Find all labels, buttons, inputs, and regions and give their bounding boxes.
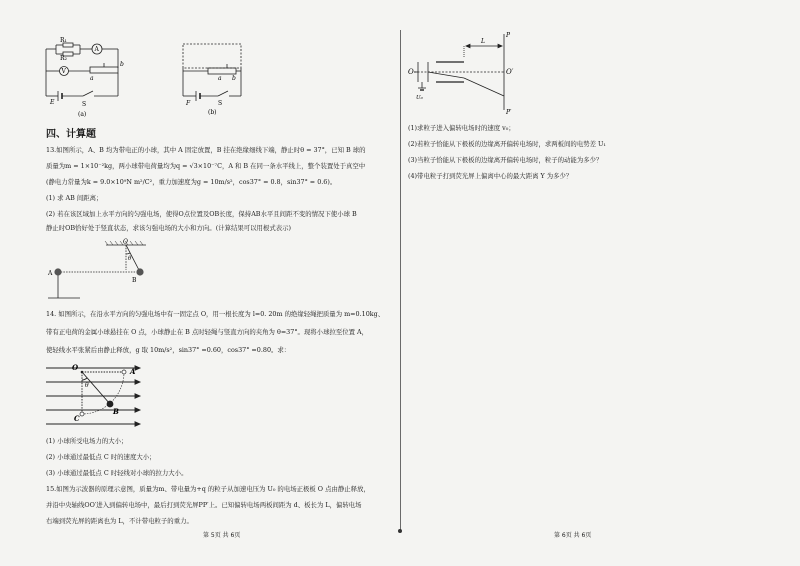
- q15-sub1: (1)求粒子进入偏转电场时的速度 v₀；: [408, 124, 515, 132]
- label-l: L: [481, 38, 485, 45]
- label-r2: R₂: [60, 55, 67, 62]
- position-c: [80, 412, 84, 416]
- ammeter-symbol: A: [94, 46, 99, 54]
- label-o: O: [72, 363, 79, 372]
- q15-sub3: (3)当粒子恰能从下极板的边缘离开偏转电场时，粒子的动能为多少？: [408, 156, 603, 164]
- label-theta: θ: [128, 256, 132, 262]
- q13-line1: 13.如图所示，A、B 均为带电正的小球，其中 A 固定放置，B 挂在绝缘细线下端，静止时θ = 37°，已知 B 球的: [46, 146, 366, 154]
- label-a: a: [90, 75, 94, 82]
- q14-sub3: (3) 小球通过最低点 C 时轻线对小球的拉力大小。: [46, 469, 188, 477]
- q13-line3: (静电力常量为k = 9.0×10⁹N m²/C²，重力加速度为g = 10m/s²，cos37° = 0.8，sin37° = 0.6)。: [46, 178, 337, 186]
- q13-sub1: (1) 求 AB 间距离；: [46, 194, 103, 202]
- label-b: B: [132, 277, 137, 284]
- label-b: b: [232, 75, 236, 82]
- position-a: [122, 370, 126, 374]
- ball-a: [54, 268, 61, 275]
- q15-line2: 并沿中央轴线OO′进入到偏转电场中，最后打到荧光屏PP′上。已知偏转电场两板间距为 d、板长为 L，偏转电场: [46, 501, 362, 509]
- page-footer-right: 第 6页 共 6页: [554, 532, 592, 539]
- q14-sub2: (2) 小球通过最低点 C 时的速度大小；: [46, 453, 156, 461]
- ball-b: [136, 268, 143, 275]
- label-b: b: [120, 61, 124, 68]
- label-a: A: [48, 270, 53, 277]
- q14-figure: [46, 362, 146, 434]
- pivot-o: [81, 371, 84, 374]
- q14-sub1: (1) 小球所受电场力的大小；: [46, 437, 128, 445]
- label-a: a: [218, 75, 222, 82]
- label-c: C: [74, 414, 80, 423]
- q14-line1: 14. 如图所示，在沿水平方向的匀强电场中有一固定点 O，用一根长度为 l=0. 20m 的绝缘轻绳把质量为 m=0.10kg、: [46, 310, 385, 318]
- circuit-diagram-b: [178, 40, 278, 116]
- page-footer-left: 第 5页 共 6页: [203, 532, 241, 539]
- caption-a: (a): [78, 111, 87, 118]
- section-title: 四、计算题: [46, 129, 96, 140]
- q13-sub2a: (2) 若在该区域加上水平方向的匀强电场，使得O点位置及OB长度，保持AB水平且间距不变的情况下使小球 B: [46, 210, 357, 218]
- page-divider: [400, 30, 401, 530]
- label-p: P: [506, 32, 511, 39]
- q15-figure: [404, 32, 524, 116]
- label-s: S: [218, 100, 223, 107]
- q15-sub2: (2)若粒子恰能从下极板的边缘离开偏转电场时，求两板间的电势差 U₁: [408, 140, 606, 148]
- label-u0: U₀: [416, 95, 423, 101]
- label-p-prime: P′: [506, 109, 512, 116]
- q14-line3: 使轻线水平张紧后由静止释放，g 取 10m/s²，sin37° =0.60，cos37° =0.80。求：: [46, 346, 291, 354]
- label-a: A: [130, 367, 136, 376]
- q13-figure: [46, 240, 166, 302]
- voltmeter-symbol: V: [61, 68, 66, 76]
- q15-line1: 15.如图为示波器的原理示意图，质量为m、带电量为+q 的粒子从加速电压为 U₀ 的电场正极板 O 点由静止释放，: [46, 485, 370, 493]
- label-b: B: [113, 407, 119, 416]
- caption-b: (b): [208, 109, 217, 116]
- label-o: O: [123, 238, 128, 246]
- q15-sub4: (4)带电粒子打到荧光屏上偏离中心的最大距离 Y 为多少？: [408, 172, 573, 180]
- label-e: E: [50, 99, 55, 106]
- exam-page-6: [402, 0, 800, 566]
- circuit-diagram-a: [38, 36, 138, 116]
- q14-line2: 带有正电荷的金属小球悬挂在 O 点，小球静止在 B 点时轻绳与竖直方向的夹角为 θ=37°。现将小球拉至位置 A，: [46, 328, 369, 336]
- q15-line3: 右端到荧光屏的距离也为 L，不计带电粒子的重力。: [46, 517, 193, 525]
- label-s: S: [82, 101, 87, 108]
- label-theta: θ: [85, 382, 89, 389]
- label-r1: R₁: [60, 37, 67, 44]
- label-o-prime: O′: [506, 68, 514, 76]
- label-o: O: [408, 68, 414, 76]
- q13-line2: 质量为m = 1×10⁻²kg，两小球带电荷量均为q = √3×10⁻⁷C，A 和 B 在同一条水平线上，整个装置处于真空中: [46, 162, 366, 170]
- q13-sub2b: 静止时OB恰好处于竖直状态，求该匀强电场的大小和方向。(计算结果可以用根式表示): [46, 224, 291, 232]
- label-f: F: [186, 100, 191, 107]
